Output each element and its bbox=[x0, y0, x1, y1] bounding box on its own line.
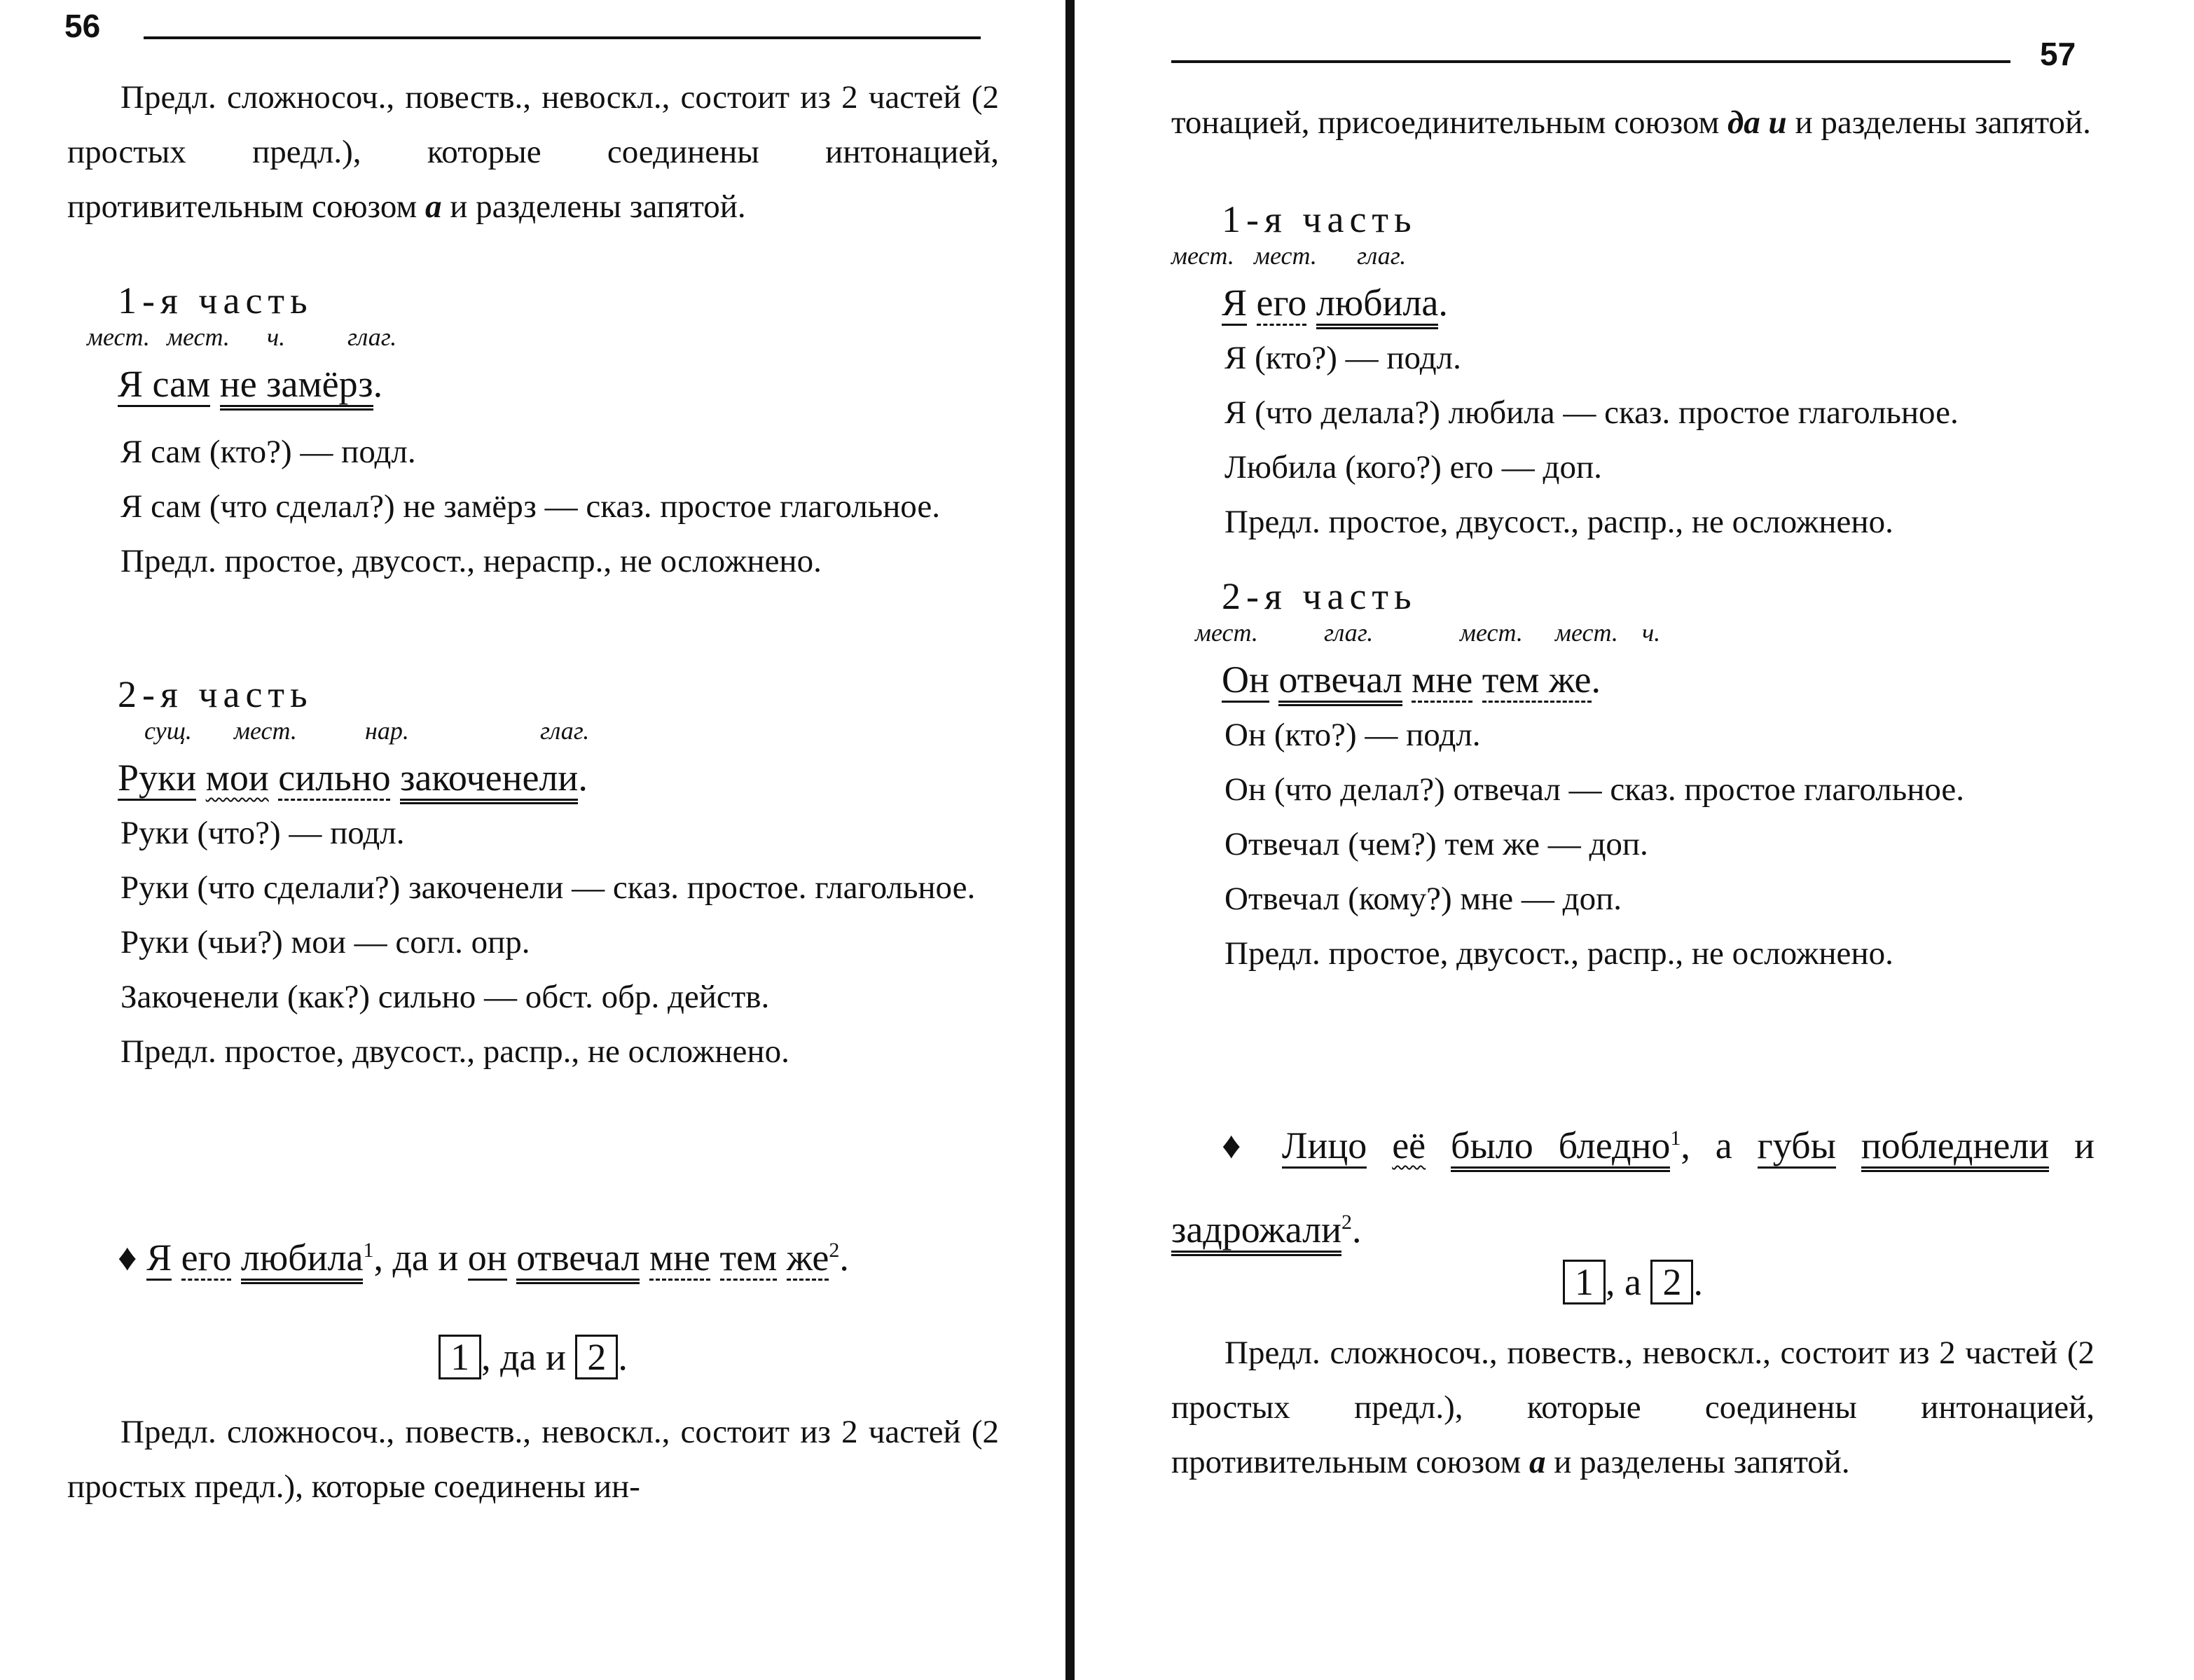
pos-labels bbox=[1171, 241, 2095, 275]
text-fragment: . bbox=[373, 363, 383, 405]
part2-left bbox=[67, 673, 999, 1079]
header-rule-left bbox=[144, 36, 981, 39]
text-fragment: Я bbox=[1222, 282, 1247, 326]
part-header: 1-я часть bbox=[1222, 198, 1417, 240]
text-fragment: а bbox=[425, 188, 442, 225]
text-fragment: Я bbox=[146, 1237, 172, 1281]
text-fragment: . bbox=[578, 757, 588, 799]
text-fragment: Руки (что?) — подл. bbox=[120, 815, 405, 851]
text-fragment: отвечал bbox=[516, 1237, 640, 1284]
text-fragment: мест. bbox=[1171, 242, 1234, 270]
text-fragment: ч. bbox=[1642, 619, 1661, 647]
example-sentence bbox=[1171, 652, 2095, 708]
book-spine bbox=[1065, 0, 1075, 1680]
text-fragment: глаг. bbox=[540, 717, 590, 745]
text-fragment: его bbox=[1257, 282, 1307, 326]
text-fragment: и разделены запятой. bbox=[1545, 1444, 1850, 1480]
part1-left bbox=[67, 279, 999, 588]
text-fragment: Закоченели (как?) сильно — обст. обр. действ. bbox=[120, 979, 770, 1015]
text-fragment: 1 bbox=[1670, 1127, 1681, 1150]
text-fragment: мои bbox=[205, 757, 269, 799]
text-fragment: , да и bbox=[373, 1237, 459, 1279]
text-fragment: Предл. простое, двусост., распр., не осложнено. bbox=[1224, 935, 1893, 972]
text-fragment: Любила (кого?) его — доп. bbox=[1224, 449, 1602, 486]
text-fragment: Он (кто?) — подл. bbox=[1224, 717, 1481, 753]
text-fragment: 2 bbox=[829, 1239, 840, 1262]
text-fragment: Отвечал (чем?) тем же — доп. bbox=[1224, 826, 1648, 862]
text-fragment: . bbox=[1438, 282, 1448, 324]
text-fragment: же bbox=[787, 1237, 829, 1281]
outro-paragraph-left bbox=[67, 1405, 999, 1514]
text-fragment: было бледно bbox=[1451, 1124, 1670, 1172]
text-fragment: ♦ bbox=[118, 1237, 137, 1279]
text-fragment: мест. bbox=[87, 323, 150, 351]
text-fragment: мест. bbox=[167, 323, 230, 351]
text-fragment: глаг. bbox=[1324, 619, 1374, 647]
text-fragment: Предл. сложносоч., повеств., невоскл., состоит из 2 частей (2 простых предл.), которые соединены интонацией, противительным союзом bbox=[67, 79, 999, 225]
scheme-box: 1 bbox=[439, 1335, 481, 1379]
part-header: 2-я часть bbox=[118, 673, 313, 715]
text-fragment: Предл. простое, двусост., нераспр., не осложнено. bbox=[120, 543, 822, 579]
text-fragment: Предл. сложносоч., повеств., невоскл., состоит из 2 частей (2 простых предл.), которые соединены ин- bbox=[67, 1414, 999, 1505]
scheme-box: 1 bbox=[1563, 1260, 1606, 1304]
text-fragment: побледнели bbox=[1861, 1124, 2049, 1172]
text-fragment: да и bbox=[1727, 104, 1787, 141]
example-sentence bbox=[1171, 275, 2095, 331]
pos-labels bbox=[67, 322, 999, 356]
text-fragment: Я (кто?) — подл. bbox=[1224, 340, 1461, 376]
scheme-left bbox=[67, 1326, 999, 1389]
part2-right bbox=[1171, 574, 2095, 981]
outro-paragraph-right bbox=[1171, 1326, 2095, 1489]
text-fragment: Руки bbox=[118, 757, 196, 801]
text-fragment: Лицо bbox=[1282, 1124, 1367, 1169]
part-header: 2-я часть bbox=[1222, 575, 1417, 617]
text-fragment: сущ. bbox=[144, 717, 192, 745]
text-fragment: Он bbox=[1222, 659, 1269, 703]
text-fragment: закоченели bbox=[400, 757, 578, 804]
text-fragment: . bbox=[618, 1336, 628, 1378]
text-fragment: задрожали bbox=[1171, 1209, 1341, 1256]
text-fragment: Я сам (что сделал?) не замёрз — сказ. простое глагольное. bbox=[120, 488, 940, 525]
pos-labels bbox=[1171, 618, 2095, 652]
text-fragment: он bbox=[468, 1237, 507, 1281]
scheme-right bbox=[1171, 1251, 2095, 1314]
text-fragment: нар. bbox=[365, 717, 409, 745]
pos-labels bbox=[67, 716, 999, 750]
text-fragment: . bbox=[1591, 659, 1601, 701]
part1-right bbox=[1171, 198, 2095, 549]
text-fragment: Предл. простое, двусост., распр., не осложнено. bbox=[120, 1033, 789, 1070]
complex-sentence-right bbox=[1171, 1100, 2095, 1268]
text-fragment: а bbox=[1529, 1444, 1546, 1480]
text-fragment: любила bbox=[241, 1237, 364, 1284]
header-rule-right bbox=[1171, 60, 2010, 63]
text-fragment: , да и bbox=[481, 1336, 566, 1378]
text-fragment: мест. bbox=[234, 717, 297, 745]
text-fragment: его bbox=[181, 1237, 232, 1281]
text-fragment: 1 bbox=[363, 1239, 374, 1262]
text-fragment: глаг. bbox=[1357, 242, 1407, 270]
scheme-box: 2 bbox=[575, 1335, 618, 1379]
intro-paragraph-right bbox=[1171, 95, 2095, 150]
part-header: 1-я часть bbox=[118, 280, 313, 322]
text-fragment: Я сам bbox=[118, 363, 210, 407]
text-fragment: губы bbox=[1758, 1124, 1836, 1169]
scheme-box: 2 bbox=[1650, 1260, 1693, 1304]
text-fragment: мест. bbox=[1254, 242, 1317, 270]
text-fragment: Я сам (кто?) — подл. bbox=[120, 434, 416, 470]
page-number-right: 57 bbox=[2040, 36, 2076, 72]
page-number-left: 56 bbox=[64, 8, 101, 44]
text-fragment: и разделены запятой. bbox=[441, 188, 746, 225]
text-fragment: глаг. bbox=[347, 323, 397, 351]
text-fragment: её bbox=[1392, 1124, 1426, 1166]
example-sentence bbox=[67, 750, 999, 806]
text-fragment: Предл. простое, двусост., распр., не осложнено. bbox=[1224, 504, 1893, 540]
text-fragment: , а bbox=[1681, 1124, 1732, 1166]
complex-sentence-left bbox=[67, 1212, 999, 1296]
text-fragment: ♦ bbox=[1222, 1124, 1257, 1166]
example-sentence bbox=[67, 356, 999, 412]
text-fragment: тем bbox=[720, 1237, 778, 1281]
text-fragment: мест. bbox=[1555, 619, 1618, 647]
left-page bbox=[0, 0, 1051, 1680]
right-page bbox=[1093, 0, 2194, 1680]
text-fragment: не замёрз bbox=[220, 363, 373, 411]
text-fragment: Руки (чьи?) мои — согл. опр. bbox=[120, 924, 530, 961]
text-fragment: Он (что делал?) отвечал — сказ. простое глагольное. bbox=[1224, 771, 1965, 808]
text-fragment: тонацией, присоединительным союзом bbox=[1171, 104, 1727, 141]
text-fragment: . bbox=[1352, 1209, 1362, 1251]
text-fragment: отвечал bbox=[1278, 659, 1402, 706]
text-fragment: мне bbox=[1412, 659, 1472, 703]
text-fragment: . bbox=[1693, 1261, 1703, 1303]
text-fragment: мест. bbox=[1195, 619, 1258, 647]
text-fragment: Руки (что сделали?) закоченели — сказ. простое. глагольное. bbox=[120, 869, 976, 906]
text-fragment: Я (что делала?) любила — сказ. простое глагольное. bbox=[1224, 394, 1959, 431]
text-fragment: сильно bbox=[278, 757, 391, 799]
text-fragment: мне bbox=[649, 1237, 710, 1281]
intro-paragraph-left bbox=[67, 70, 999, 234]
text-fragment: Отвечал (кому?) мне — доп. bbox=[1224, 881, 1622, 917]
text-fragment: тем же bbox=[1482, 659, 1592, 703]
text-fragment: мест. bbox=[1460, 619, 1523, 647]
text-fragment: и разделены запятой. bbox=[1786, 104, 2091, 141]
text-fragment: и bbox=[2074, 1124, 2095, 1166]
text-fragment: . bbox=[839, 1237, 849, 1279]
text-fragment: 2 bbox=[1341, 1211, 1353, 1234]
text-fragment: , а bbox=[1606, 1261, 1641, 1303]
text-fragment: Предл. сложносоч., повеств., невоскл., состоит из 2 частей (2 простых предл.), которые соединены интонацией, противительным союзом bbox=[1171, 1335, 2095, 1480]
text-fragment: любила bbox=[1316, 282, 1439, 329]
text-fragment: ч. bbox=[267, 323, 286, 351]
